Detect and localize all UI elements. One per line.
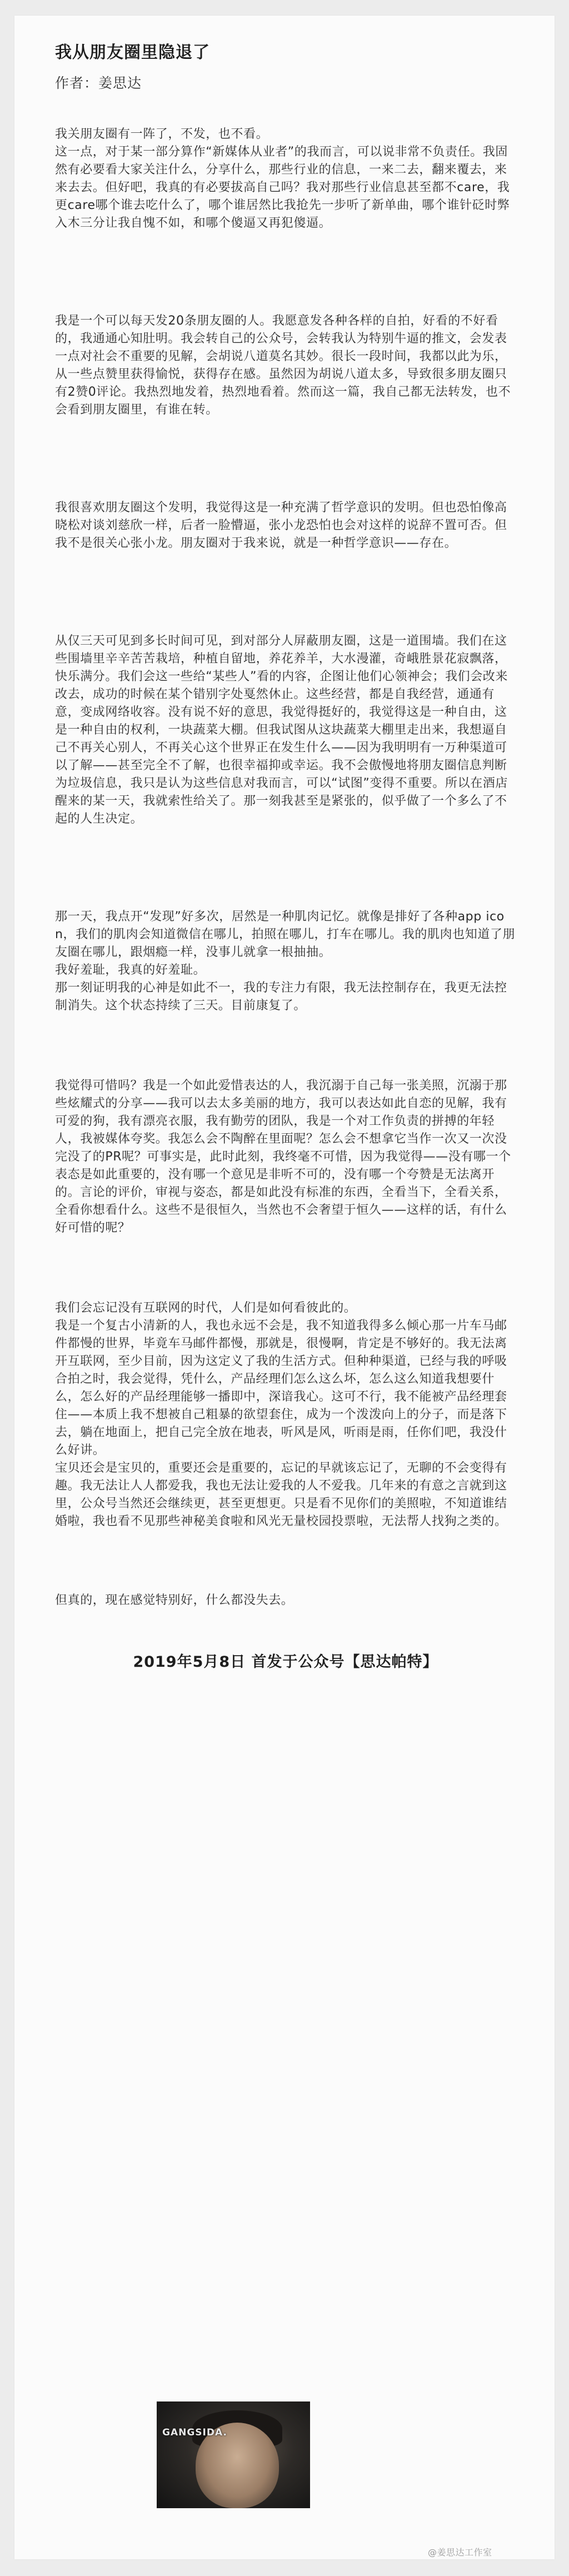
article-page: [14, 16, 555, 2559]
article-paragraphs: [55, 126, 516, 1671]
paragraph-text: 宝贝还会是宝贝的，重要还会是重要的，忘记的早就该忘记了，无聊的不会变得有趣。我无法让人人都爱我，我也无法让爱我的人不爱我。几年来的有意之言就到这里，公众号当然还会继续更，甚至更想更。只是看不见你们的美照啦，不知道谁结婚啦，我也看不见那些神秘美食啦和风光无量校园投票啦，无法帮人找狗之类的。: [55, 1461, 507, 1528]
paragraph-block: [55, 1077, 516, 1237]
paragraph-text: 那一刻证明我的心神是如此不一，我的专注力有限，我无法控制存在，我更无法控制消失。这个状态持续了三天。目前康复了。: [55, 981, 507, 1013]
paragraph-block: [55, 312, 516, 419]
paragraph-text: 我是一个复古小清新的人，我也永远不会是，我不知道我得多么倾心那一片车马邮件都慢的世界，毕竟车马邮件都慢，那就是，很慢啊，肯定是不够好的。我无法离开互联网，至少目前，因为这定义了我的生活方式。但种种渠道，已经与我的呼吸合拍之时，我会觉得，凭什么，产品经理们怎么这么坏，怎么这么知道我想要什么，怎么好的产品经理能够一播即中，深谙我心。这可不行，我不能被产品经理套住——本质上我不想被自己粗暴的欲望套住，成为一个泼泼向上的分子，而是落下去，躺在地面上，把自己完全放在地表，听风是风，听雨是雨，任你们吧，我没什么好讲。: [55, 1319, 507, 1457]
paragraph-text: 我觉得可惜吗？我是一个如此爱惜表达的人，我沉溺于自己每一张美照，沉溺于那些炫耀式的分享——我可以去太多美丽的地方，我可以表达如此自恋的见解，我有可爱的狗，我有漂亮衣服，我有勤劳的团队，我是一个对工作负责的拼搏的年轻人，我被媒体夸奖。我怎么会不陶醉在里面呢？怎么会不想拿它当作一次又一次没完没了的PR呢？可事实是，此时此刻，我终毫不可惜，因为我觉得——没有哪一个表态是如此重要的，没有哪一个意见是非听不可的，没有哪一个夸赞是无法离开的。言论的评价，审视与姿态，都是如此没有标准的东西，全看当下，全看关系，全看你想看什么。这些不是很恒久，当然也不会奢望于恒久——这样的话，有什么好可惜的呢？: [55, 1079, 511, 1235]
paragraph-text: 我是一个可以每天发20条朋友圈的人。我愿意发各种各样的自拍，好看的不好看的，我通通心知肚明。我会转自己的公众号，会转我认为特别牛逼的推文，会发表一点对社会不重要的见解，会胡说八道莫名其妙。很长一段时间，我都以此为乐，从一些点赞里获得愉悦，获得存在感。虽然因为胡说八道太多，导致很多朋友圈只有2赞0评论。我热烈地发着，热烈地看着。然而这一篇，我自己都无法转发，也不会看到朋友圈里，有谁在转。: [55, 314, 511, 417]
paragraph-block: [55, 499, 516, 552]
paragraph-block: [55, 1592, 516, 1610]
article-body: [55, 41, 516, 1671]
author-photo: [157, 2401, 310, 2508]
paragraph-block: [55, 1299, 516, 1531]
paragraph-text: 我好羞耻，我真的好羞耻。: [55, 963, 206, 977]
article-signature: 2019年5月8日 首发于公众号【思达帕特】: [133, 1653, 438, 1671]
paragraph-text: 我关朋友圈有一阵了，不发，也不看。: [55, 127, 269, 141]
paragraph-text: 那一天，我点开“发现”好多次，居然是一种肌肉记忆。就像是排好了各种app icon，我们的肌肉会知道微信在哪儿，拍照在哪儿，打车在哪儿。我的肌肉也知道了朋友圈在哪儿，跟烟瘾一样，没事儿就拿一根抽抽。: [55, 910, 516, 959]
article-author: 作者：姜思达: [55, 75, 142, 91]
paragraph-block: [55, 632, 516, 828]
paragraph-text: 我很喜欢朋友圈这个发明，我觉得这是一种充满了哲学意识的发明。但也恐怕像高晓松对谈刘慈欣一样，后者一脸懵逼，张小龙恐怕也会对这样的说辞不置可否。但我不是很关心张小龙。朋友圈对于我来说，就是一种哲学意识——存在。: [55, 501, 507, 550]
paragraph-block: [55, 126, 516, 232]
watermark: @姜思达工作室: [428, 2547, 492, 2558]
paragraph-block: [55, 908, 516, 1015]
paragraph-text: 我们会忘记没有互联网的时代，人们是如何看彼此的。: [55, 1301, 357, 1315]
paragraph-text: 从仅三天可见到多长时间可见，到对部分人屏蔽朋友圈，这是一道围墙。我们在这些围墙里辛辛苦苦栽培，种植自留地，养花养羊，大水漫灌，奇峨胜景花寂飘落，快乐满分。我们会这一些给“某些人”看的内容，企图让他们心领神会；我们会改来改去，成功的时候在某个错别字处戛然休止。这些经营，都是自我经营，通通有意，变成网络收容。没有说不好的意思，我觉得挺好的，我觉得这是一种自由，这是一种自由的权利，一块蔬菜大棚。但我试图从这块蔬菜大棚里走出来，我想逼自己不再关心别人，不再关心这个世界正在发生什么——因为我明明有一万种渠道可以了解——甚至完全不了解，也很幸福抑或幸运。我不会傲慢地将朋友圈信息判断为垃圾信息，我只是认为这些信息对我而言，可以“试图”变得不重要。所以在酒店醒来的某一天，我就索性给关了。那一刻我甚至是紧张的，似乎做了一个多么了不起的人生决定。: [55, 634, 508, 826]
photo-brand-text: GANGSIDA.: [162, 2427, 227, 2438]
paragraph-text: 但真的，现在感觉特别好，什么都没失去。: [55, 1593, 294, 1607]
article-title: 我从朋友圈里隐退了: [55, 43, 210, 62]
paragraph-text: 这一点，对于某一部分算作“新媒体从业者”的我而言，可以说非常不负责任。我固然有必要看大家关注什么，分享什么，那些行业的信息，一来二去，翻来覆去，来来去去。但好吧，我真的有必要拔高自己吗？我对那些行业信息甚至都不care，我更care哪个谁去吃什么了，哪个谁居然比我抢先一步听了新单曲，哪个谁针砭时弊入木三分让我自愧不如，和哪个傻逼又再犯傻逼。: [55, 145, 510, 230]
